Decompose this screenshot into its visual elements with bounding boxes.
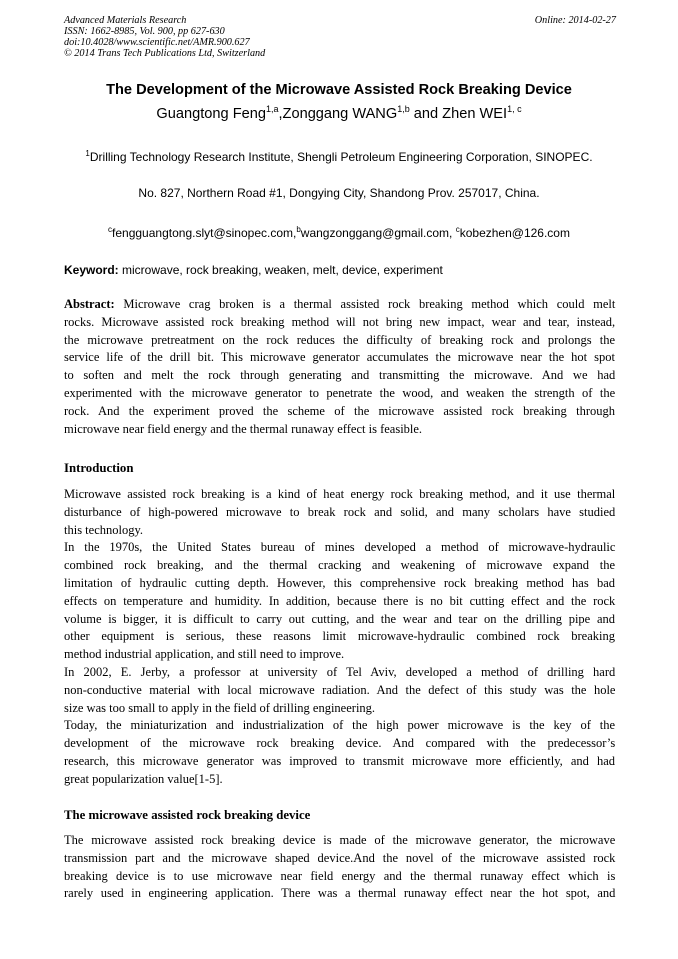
- abstract-line: rocks. Microwave assisted rock breaking method will not bring new impact, wear and tear, instead,: [64, 314, 616, 329]
- author-name: Zhen WEI: [442, 106, 508, 122]
- author-sup: 1,a: [265, 104, 279, 114]
- email-sup: c: [108, 225, 113, 234]
- device-section-heading: The microwave assisted rock breaking device: [64, 808, 311, 822]
- abstract-line-text: Microwave crag broken is a thermal assisted rock breaking method which could melt: [114, 297, 616, 311]
- author-sep: ,: [278, 106, 283, 122]
- abstract-paragraph: [64, 296, 615, 438]
- keywords-label: Keyword:: [64, 263, 119, 277]
- intro-line: non-conductive material with local microwave radiation. And the defect of this study was the hole: [64, 682, 616, 697]
- abstract-label: Abstract:: [64, 297, 115, 311]
- intro-line: great popularization value[1-5].: [64, 771, 223, 786]
- journal-header: [64, 15, 616, 59]
- author-sup: 1, c: [507, 104, 522, 114]
- intro-line: In 2002, E. Jerby, a professor at university of Tel Aviv, developed a method of drilling hard: [64, 664, 616, 679]
- abstract-line: to soften and melt the rock through generating and transmitting the microwave. And we had: [64, 368, 616, 383]
- intro-line: Today, the miniaturization and industrialization of the high power microwave is the key of the: [64, 718, 616, 733]
- intro-line: limitation of hydraulic cutting depth. However, this comprehensive rock breaking method has bad: [64, 575, 615, 590]
- intro-line: this technology.: [64, 522, 144, 537]
- introduction-paragraph: [64, 486, 615, 789]
- intro-line: other equipment is serious, these reasons limit microwave-hydraulic combined rock breaking: [64, 629, 615, 644]
- introduction-heading: Introduction: [64, 461, 134, 475]
- online-date: Online: 2014-02-27: [534, 15, 616, 26]
- abstract-line: experimented with the microwave generator to penetrate the wood, and weaken the strength of the: [64, 385, 616, 400]
- author-sep: and: [409, 106, 443, 122]
- email-text: wangzonggang@gmail.com,: [300, 226, 456, 240]
- intro-line: method industrial application, and still need to improve.: [64, 647, 345, 662]
- intro-line: development of the microwave rock breaking device. And compared with the predecessor’s: [64, 736, 616, 751]
- email-text: fengguangtong.slyt@sinopec.com,: [112, 226, 297, 240]
- intro-line: disturbance of high-powered microwave to break rock and solid, and many scholars have studied: [64, 504, 616, 519]
- paper-title: The Development of the Microwave Assisted Rock Breaking Device: [106, 82, 572, 98]
- device-line: transmission part and the microwave shaped device.And the novel of the microwave assisted rock: [64, 850, 616, 865]
- intro-line: size was too small to apply in the field of drilling engineering.: [64, 700, 376, 715]
- keywords: [64, 263, 616, 277]
- email-sup: b: [296, 225, 301, 234]
- email-line: [0, 225, 678, 240]
- intro-line: volume is bigger, it is difficult to carry out cutting, and the wear and tear on the drilling pipe and: [64, 611, 615, 626]
- email-text: kobezhen@126.com: [459, 226, 570, 240]
- intro-line: research, this microwave generator was improved to transmit microwave more efficiently, and had: [64, 753, 615, 768]
- affiliation-line: [0, 149, 678, 164]
- intro-line: effects on temperature and humidity. In addition, because there is no bit cutting effect and the rock: [64, 593, 616, 608]
- abstract-line: [64, 296, 615, 314]
- journal-name: Advanced Materials Research: [64, 15, 187, 26]
- intro-line: In the 1970s, the United States bureau of mines developed a method of microwave-hydraulic: [64, 540, 616, 555]
- copyright-line: © 2014 Trans Tech Publications Ltd, Switzerland: [64, 48, 266, 59]
- issn-line: ISSN: 1662-8985, Vol. 900, pp 627-630: [64, 26, 225, 37]
- affiliation-sup: 1: [85, 149, 90, 158]
- device-line: rarely used in engineering application. There was a thermal runaway effect near the hot spot, and: [64, 886, 616, 901]
- affiliation-text: Drilling Technology Research Institute, Shengli Petroleum Engineering Corporation, SINOPEC.: [89, 150, 593, 164]
- abstract-line: service life of the drill bit. This microwave generator accumulates the microwave near the hot spot: [64, 350, 615, 365]
- author-name: Zonggang WANG: [282, 106, 398, 122]
- keywords-text: microwave, rock breaking, weaken, melt, device, experiment: [118, 263, 443, 277]
- abstract-line: the microwave pretreatment on the rock reduces the difficulty of breaking rock and prolongs the: [64, 332, 615, 347]
- author-name: Guangtong Feng: [156, 106, 266, 122]
- intro-line: combined rock breaking, and the thermal cracking and weakening of microwave expand the: [64, 558, 615, 573]
- email-sup: c: [455, 225, 460, 234]
- intro-line: Microwave assisted rock breaking is a kind of heat energy rock breaking method, and it use thermal: [64, 487, 616, 501]
- doi-line: doi:10.4028/www.scientific.net/AMR.900.627: [64, 37, 250, 48]
- author-sup: 1,b: [397, 104, 410, 114]
- device-line: breaking device is to use microwave near field energy and the thermal runaway effect which is: [64, 868, 616, 883]
- device-paragraph: [64, 832, 615, 903]
- abstract-line: microwave near field energy and the thermal runaway effect is feasible.: [64, 421, 423, 436]
- device-line: The microwave assisted rock breaking device is made of the microwave generator, the microwave: [64, 833, 616, 847]
- address-line: No. 827, Northern Road #1, Dongying City, Shandong Prov. 257017, China.: [138, 186, 540, 200]
- author-list: [0, 104, 678, 122]
- abstract-line: rock. And the experiment proved the scheme of the microwave assisted rock breaking through: [64, 403, 615, 418]
